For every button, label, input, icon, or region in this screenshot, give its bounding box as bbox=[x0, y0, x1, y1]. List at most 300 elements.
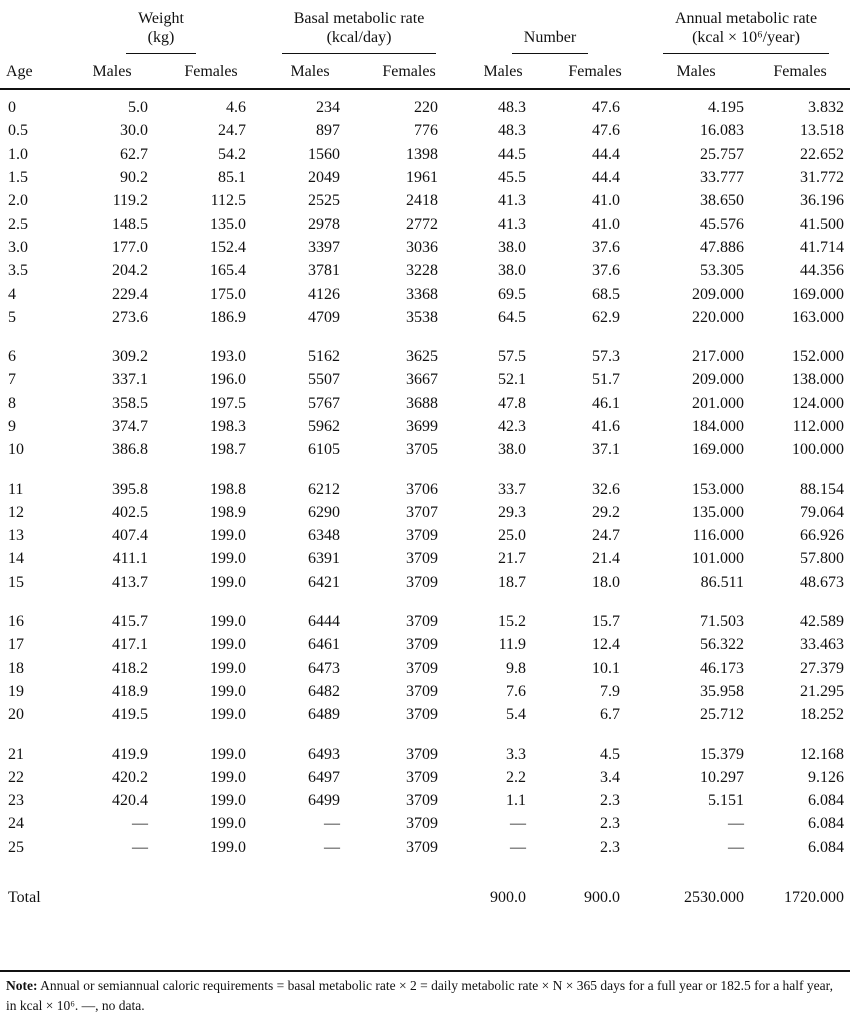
cell-bmr-females: 3667 bbox=[406, 371, 439, 389]
cell-number-females: 7.9 bbox=[600, 682, 621, 700]
cell-bmr-females: 3688 bbox=[406, 394, 439, 412]
cell-weight-males: 62.7 bbox=[120, 145, 148, 163]
total-cell-bmr-males bbox=[260, 859, 360, 909]
cell-number-males: 2.2 bbox=[506, 768, 527, 786]
total-cell-amr-males: 2530.000 bbox=[684, 888, 745, 906]
column-header-bmr-males: Males bbox=[260, 54, 360, 89]
cell-age: 14 bbox=[8, 550, 24, 568]
cell-number-females: 47.6 bbox=[592, 122, 621, 140]
cell-age: 4 bbox=[8, 285, 16, 303]
cell-weight-females: 199.0 bbox=[210, 792, 246, 810]
cell-bmr-females: 3625 bbox=[406, 348, 439, 366]
cell-number-males: 18.7 bbox=[498, 573, 527, 591]
cell-amr-females: 6.084 bbox=[808, 792, 845, 810]
cell-number-males: 33.7 bbox=[498, 480, 527, 498]
cell-weight-males: 119.2 bbox=[112, 192, 148, 210]
cell-weight-females: 199.0 bbox=[210, 527, 246, 545]
cell-amr-females: 66.926 bbox=[800, 527, 845, 545]
cell-bmr-females: 3709 bbox=[406, 636, 439, 654]
cell-amr-males: 16.083 bbox=[700, 122, 745, 140]
cell-amr-females: 124.000 bbox=[792, 394, 845, 412]
column-header-bmr-females: Females bbox=[360, 54, 458, 89]
cell-amr-females: 41.714 bbox=[800, 238, 845, 256]
cell-bmr-females: 3036 bbox=[406, 238, 439, 256]
cell-age: 11 bbox=[8, 480, 24, 498]
table-row bbox=[0, 259, 850, 282]
cell-age: 2.0 bbox=[8, 192, 28, 210]
cell-number-females: 41.0 bbox=[592, 192, 621, 210]
footnote-label: Note: bbox=[6, 978, 38, 993]
cell-amr-females: 6.084 bbox=[808, 815, 845, 833]
cell-amr-females: 79.064 bbox=[800, 503, 845, 521]
cell-amr-males: — bbox=[728, 838, 745, 856]
cell-bmr-females: 3709 bbox=[406, 815, 439, 833]
cell-age: 24 bbox=[8, 815, 24, 833]
table-row bbox=[0, 282, 850, 305]
cell-number-males: — bbox=[510, 838, 527, 856]
header-weight-line2: (kg) bbox=[147, 29, 175, 46]
cell-weight-females: 135.0 bbox=[210, 215, 246, 233]
cell-amr-females: 12.168 bbox=[800, 745, 845, 763]
cell-amr-males: 116.000 bbox=[692, 527, 745, 545]
cell-number-females: 2.3 bbox=[600, 815, 621, 833]
cell-number-females: 3.4 bbox=[600, 768, 621, 786]
cell-bmr-females: 3707 bbox=[406, 503, 439, 521]
table-row bbox=[0, 571, 850, 594]
cell-number-males: 48.3 bbox=[498, 122, 527, 140]
cell-number-females: 18.0 bbox=[592, 573, 621, 591]
cell-amr-males: 53.305 bbox=[700, 262, 745, 280]
cell-number-females: 12.4 bbox=[592, 636, 621, 654]
cell-age: 2.5 bbox=[8, 215, 28, 233]
cell-amr-females: 152.000 bbox=[792, 348, 845, 366]
header-number-label: Number bbox=[512, 28, 588, 54]
cell-number-males: — bbox=[510, 815, 527, 833]
cell-amr-males: 209.000 bbox=[692, 285, 745, 303]
total-cell-weight-males bbox=[62, 859, 162, 909]
cell-amr-females: 41.500 bbox=[800, 215, 845, 233]
table-row bbox=[0, 766, 850, 789]
cell-amr-males: 35.958 bbox=[700, 682, 745, 700]
cell-weight-females: 199.0 bbox=[210, 838, 246, 856]
cell-age: 0.5 bbox=[8, 122, 28, 140]
cell-bmr-males: 6212 bbox=[308, 480, 340, 498]
cell-amr-males: 71.503 bbox=[700, 613, 745, 631]
footnote-rule bbox=[0, 970, 850, 972]
cell-weight-females: 199.0 bbox=[210, 815, 246, 833]
cell-weight-males: — bbox=[132, 815, 148, 833]
cell-weight-males: 90.2 bbox=[120, 169, 148, 187]
cell-amr-males: 33.777 bbox=[700, 169, 745, 187]
cell-bmr-males: 2525 bbox=[308, 192, 340, 210]
table-row bbox=[0, 236, 850, 259]
column-header-number-females: Females bbox=[548, 54, 642, 89]
cell-number-males: 44.5 bbox=[498, 145, 527, 163]
cell-number-males: 45.5 bbox=[498, 169, 527, 187]
header-spacer bbox=[0, 0, 62, 54]
cell-number-males: 1.1 bbox=[506, 792, 527, 810]
cell-bmr-females: 1961 bbox=[406, 169, 439, 187]
cell-age: 23 bbox=[8, 792, 24, 810]
cell-bmr-males: 6444 bbox=[308, 613, 340, 631]
cell-age: 12 bbox=[8, 503, 24, 521]
cell-bmr-females: 3709 bbox=[406, 706, 439, 724]
cell-number-males: 38.0 bbox=[498, 441, 527, 459]
cell-bmr-females: 2772 bbox=[406, 215, 439, 233]
cell-bmr-males: 897 bbox=[316, 122, 340, 140]
cell-number-females: 57.3 bbox=[592, 348, 621, 366]
cell-bmr-females: 3709 bbox=[406, 768, 439, 786]
cell-number-males: 11.9 bbox=[498, 636, 527, 654]
cell-weight-males: 411.1 bbox=[112, 550, 148, 568]
footnote-text: Annual or semiannual caloric requirements = basal metabolic rate × 2 = daily metabolic rate × N × 365 days for a full year or 182.5 for a half year, in kcal × 10⁶. —, no data. bbox=[6, 978, 833, 1013]
header-amr-line1: Annual metabolic rate bbox=[674, 10, 818, 27]
group-header-row bbox=[0, 0, 850, 54]
header-bmr bbox=[260, 0, 458, 54]
cell-age: 20 bbox=[8, 706, 24, 724]
table-row bbox=[0, 415, 850, 438]
table-row bbox=[0, 680, 850, 703]
cell-bmr-females: 3709 bbox=[406, 792, 439, 810]
cell-age: 6 bbox=[8, 348, 16, 366]
cell-weight-males: 415.7 bbox=[112, 613, 148, 631]
cell-amr-females: 27.379 bbox=[800, 659, 845, 677]
column-header-amr-females: Females bbox=[750, 54, 850, 89]
cell-number-females: 2.3 bbox=[600, 838, 621, 856]
cell-number-males: 41.3 bbox=[498, 215, 527, 233]
table-row bbox=[0, 657, 850, 680]
total-cell-number-males: 900.0 bbox=[490, 888, 527, 906]
header-amr bbox=[642, 0, 850, 54]
cell-weight-males: 420.2 bbox=[112, 768, 148, 786]
cell-bmr-males: 6499 bbox=[308, 792, 340, 810]
cell-age: 18 bbox=[8, 659, 24, 677]
cell-weight-males: 273.6 bbox=[112, 308, 148, 326]
cell-number-females: 37.6 bbox=[592, 262, 621, 280]
cell-weight-males: 337.1 bbox=[112, 371, 148, 389]
cell-amr-males: 25.757 bbox=[700, 145, 745, 163]
cell-bmr-males: 6473 bbox=[308, 659, 340, 677]
cell-bmr-males: 2049 bbox=[308, 169, 340, 187]
cell-bmr-males: 5767 bbox=[308, 394, 340, 412]
column-header-amr-males: Males bbox=[642, 54, 750, 89]
cell-amr-females: 42.589 bbox=[800, 613, 845, 631]
cell-bmr-males: 2978 bbox=[308, 215, 340, 233]
cell-weight-females: 85.1 bbox=[218, 169, 246, 187]
cell-amr-males: 184.000 bbox=[692, 418, 745, 435]
cell-amr-males: 47.886 bbox=[700, 238, 745, 256]
cell-age: 3.0 bbox=[8, 238, 28, 256]
cell-bmr-females: 3709 bbox=[406, 550, 439, 568]
cell-amr-males: 217.000 bbox=[692, 348, 745, 366]
cell-amr-females: 163.000 bbox=[792, 308, 845, 326]
cell-age: 1.5 bbox=[8, 169, 28, 187]
total-cell-age: Total bbox=[8, 888, 41, 906]
cell-weight-females: 199.0 bbox=[210, 613, 246, 631]
cell-bmr-females: 3706 bbox=[406, 480, 439, 498]
cell-amr-males: 15.379 bbox=[700, 745, 745, 763]
cell-number-males: 7.6 bbox=[506, 682, 527, 700]
cell-amr-males: 46.173 bbox=[700, 659, 745, 677]
table-row bbox=[0, 789, 850, 812]
cell-number-females: 41.0 bbox=[592, 215, 621, 233]
cell-age: 9 bbox=[8, 418, 16, 435]
cell-number-males: 48.3 bbox=[498, 99, 527, 117]
cell-number-males: 42.3 bbox=[498, 418, 527, 435]
cell-weight-males: — bbox=[132, 838, 148, 856]
table-row bbox=[0, 633, 850, 656]
table-row bbox=[0, 166, 850, 189]
cell-bmr-males: 6497 bbox=[308, 768, 340, 786]
cell-amr-females: 48.673 bbox=[800, 573, 845, 591]
cell-weight-females: 198.3 bbox=[210, 418, 246, 435]
cell-weight-females: 199.0 bbox=[210, 550, 246, 568]
table-row bbox=[0, 461, 850, 500]
header-weight-line1: Weight bbox=[138, 10, 184, 27]
cell-weight-females: 199.0 bbox=[210, 768, 246, 786]
cell-number-females: 44.4 bbox=[592, 169, 621, 187]
cell-weight-males: 413.7 bbox=[112, 573, 148, 591]
table-row bbox=[0, 547, 850, 570]
cell-weight-females: 186.9 bbox=[210, 308, 246, 326]
cell-weight-females: 199.0 bbox=[210, 706, 246, 724]
cell-weight-females: 198.9 bbox=[210, 503, 246, 521]
cell-weight-males: 386.8 bbox=[112, 441, 148, 459]
cell-bmr-females: 3709 bbox=[406, 745, 439, 763]
cell-weight-females: 199.0 bbox=[210, 573, 246, 591]
cell-age: 5 bbox=[8, 308, 16, 326]
table-row bbox=[0, 703, 850, 726]
cell-number-females: 37.1 bbox=[592, 441, 621, 459]
cell-weight-females: 196.0 bbox=[210, 371, 246, 389]
table-row bbox=[0, 726, 850, 765]
table-row bbox=[0, 212, 850, 235]
column-header-number-males: Males bbox=[458, 54, 548, 89]
cell-bmr-males: 5507 bbox=[308, 371, 340, 389]
cell-weight-females: 152.4 bbox=[210, 238, 246, 256]
column-header-age: Age bbox=[0, 54, 62, 89]
cell-number-females: 51.7 bbox=[592, 371, 621, 389]
cell-weight-females: 24.7 bbox=[218, 122, 246, 140]
total-cell-bmr-females bbox=[360, 859, 458, 909]
table-body bbox=[0, 89, 850, 909]
table-row bbox=[0, 189, 850, 212]
cell-age: 3.5 bbox=[8, 262, 28, 280]
cell-amr-males: 25.712 bbox=[700, 706, 745, 724]
cell-amr-females: 9.126 bbox=[808, 768, 845, 786]
cell-weight-females: 197.5 bbox=[210, 394, 246, 412]
cell-number-females: 32.6 bbox=[592, 480, 621, 498]
cell-weight-males: 374.7 bbox=[112, 418, 148, 435]
cell-amr-females: 112.000 bbox=[792, 418, 845, 435]
table-row bbox=[0, 501, 850, 524]
header-bmr-line1: Basal metabolic rate bbox=[293, 10, 425, 27]
table-row bbox=[0, 836, 850, 859]
cell-bmr-males: 6348 bbox=[308, 527, 340, 545]
table-row bbox=[0, 329, 850, 368]
cell-weight-females: 4.6 bbox=[226, 99, 246, 117]
cell-bmr-males: 6105 bbox=[308, 441, 340, 459]
cell-bmr-females: 2418 bbox=[406, 192, 439, 210]
cell-amr-females: 3.832 bbox=[808, 99, 845, 117]
cell-weight-males: 407.4 bbox=[112, 527, 148, 545]
cell-number-females: 24.7 bbox=[592, 527, 621, 545]
cell-weight-males: 395.8 bbox=[112, 480, 148, 498]
cell-amr-males: 5.151 bbox=[708, 792, 745, 810]
cell-age: 25 bbox=[8, 838, 24, 856]
cell-bmr-females: 1398 bbox=[406, 145, 439, 163]
cell-amr-males: 4.195 bbox=[708, 99, 745, 117]
cell-amr-females: 44.356 bbox=[800, 262, 845, 280]
cell-bmr-males: 3781 bbox=[308, 262, 340, 280]
cell-amr-females: 33.463 bbox=[800, 636, 845, 654]
cell-amr-females: 6.084 bbox=[808, 838, 845, 856]
cell-bmr-males: 234 bbox=[316, 99, 340, 117]
cell-number-males: 15.2 bbox=[498, 613, 527, 631]
cell-bmr-males: 6493 bbox=[308, 745, 340, 763]
footnote bbox=[6, 976, 846, 1016]
cell-weight-males: 417.1 bbox=[112, 636, 148, 654]
cell-weight-females: 175.0 bbox=[210, 285, 246, 303]
cell-weight-females: 193.0 bbox=[210, 348, 246, 366]
cell-age: 10 bbox=[8, 441, 24, 459]
cell-bmr-females: 3368 bbox=[406, 285, 439, 303]
cell-amr-males: 153.000 bbox=[692, 480, 745, 498]
cell-number-females: 47.6 bbox=[592, 99, 621, 117]
cell-bmr-females: 3709 bbox=[406, 682, 439, 700]
cell-weight-males: 402.5 bbox=[112, 503, 148, 521]
cell-bmr-males: 6482 bbox=[308, 682, 340, 700]
cell-number-males: 25.0 bbox=[498, 527, 527, 545]
cell-amr-females: 138.000 bbox=[792, 371, 845, 389]
cell-number-males: 3.3 bbox=[506, 745, 527, 763]
cell-number-females: 62.9 bbox=[592, 308, 621, 326]
cell-amr-males: 56.322 bbox=[700, 636, 745, 654]
cell-bmr-males: 6421 bbox=[308, 573, 340, 591]
cell-number-females: 68.5 bbox=[592, 285, 621, 303]
cell-weight-females: 112.5 bbox=[210, 192, 246, 210]
cell-number-females: 2.3 bbox=[600, 792, 621, 810]
cell-bmr-males: 3397 bbox=[308, 238, 340, 256]
cell-number-females: 21.4 bbox=[592, 550, 621, 568]
cell-number-females: 37.6 bbox=[592, 238, 621, 256]
cell-bmr-males: 5962 bbox=[308, 418, 340, 435]
cell-number-males: 38.0 bbox=[498, 238, 527, 256]
cell-number-males: 21.7 bbox=[498, 550, 527, 568]
cell-amr-females: 100.000 bbox=[792, 441, 845, 459]
table-row bbox=[0, 594, 850, 633]
cell-amr-males: 10.297 bbox=[700, 768, 745, 786]
cell-age: 19 bbox=[8, 682, 24, 700]
cell-amr-females: 21.295 bbox=[800, 682, 845, 700]
cell-amr-males: 169.000 bbox=[692, 441, 745, 459]
cell-bmr-females: 776 bbox=[414, 122, 439, 140]
cell-weight-males: 418.2 bbox=[112, 659, 148, 677]
cell-age: 21 bbox=[8, 745, 24, 763]
cell-age: 8 bbox=[8, 394, 16, 412]
cell-number-males: 9.8 bbox=[506, 659, 527, 677]
cell-number-males: 29.3 bbox=[498, 503, 527, 521]
cell-number-males: 64.5 bbox=[498, 308, 527, 326]
cell-weight-males: 419.9 bbox=[112, 745, 148, 763]
cell-number-females: 46.1 bbox=[592, 394, 621, 412]
cell-weight-females: 198.7 bbox=[210, 441, 246, 459]
cell-weight-males: 229.4 bbox=[112, 285, 148, 303]
total-cell-weight-females bbox=[162, 859, 260, 909]
cell-number-females: 44.4 bbox=[592, 145, 621, 163]
table-row bbox=[0, 812, 850, 835]
cell-number-females: 4.5 bbox=[600, 745, 621, 763]
cell-number-males: 57.5 bbox=[498, 348, 527, 366]
cell-weight-males: 204.2 bbox=[112, 262, 148, 280]
cell-number-males: 38.0 bbox=[498, 262, 527, 280]
cell-number-females: 15.7 bbox=[592, 613, 621, 631]
header-weight bbox=[62, 0, 260, 54]
cell-amr-females: 22.652 bbox=[800, 145, 845, 163]
cell-age: 15 bbox=[8, 573, 24, 591]
cell-bmr-males: — bbox=[324, 815, 340, 833]
cell-number-males: 52.1 bbox=[498, 371, 527, 389]
cell-weight-males: 309.2 bbox=[112, 348, 148, 366]
cell-amr-females: 13.518 bbox=[800, 122, 845, 140]
cell-weight-females: 198.8 bbox=[210, 480, 246, 498]
column-header-weight-females: Females bbox=[162, 54, 260, 89]
cell-bmr-females: 3538 bbox=[406, 308, 439, 326]
cell-bmr-males: — bbox=[324, 838, 340, 856]
cell-amr-males: 135.000 bbox=[692, 503, 745, 521]
cell-bmr-females: 3709 bbox=[406, 613, 439, 631]
cell-number-females: 41.6 bbox=[592, 418, 621, 435]
cell-amr-males: 45.576 bbox=[700, 215, 745, 233]
cell-amr-females: 88.154 bbox=[800, 480, 845, 498]
cell-bmr-males: 1560 bbox=[308, 145, 340, 163]
table-row bbox=[0, 306, 850, 329]
cell-number-females: 6.7 bbox=[600, 706, 621, 724]
cell-amr-males: 86.511 bbox=[700, 573, 745, 591]
cell-amr-males: 38.650 bbox=[700, 192, 745, 210]
cell-amr-males: — bbox=[728, 815, 745, 833]
cell-weight-females: 54.2 bbox=[218, 145, 246, 163]
cell-bmr-females: 3228 bbox=[406, 262, 439, 280]
cell-amr-females: 18.252 bbox=[800, 706, 845, 724]
cell-bmr-females: 3709 bbox=[406, 659, 439, 677]
cell-age: 17 bbox=[8, 636, 24, 654]
cell-weight-males: 419.5 bbox=[112, 706, 148, 724]
cell-weight-females: 165.4 bbox=[210, 262, 246, 280]
cell-amr-males: 201.000 bbox=[692, 394, 745, 412]
cell-bmr-males: 6461 bbox=[308, 636, 340, 654]
cell-number-males: 69.5 bbox=[498, 285, 527, 303]
cell-number-males: 47.8 bbox=[498, 394, 527, 412]
cell-age: 13 bbox=[8, 527, 24, 545]
cell-weight-males: 418.9 bbox=[112, 682, 148, 700]
cell-bmr-females: 3699 bbox=[406, 418, 439, 435]
header-bmr-line2: (kcal/day) bbox=[326, 29, 392, 46]
total-cell-number-females: 900.0 bbox=[584, 888, 621, 906]
cell-amr-females: 31.772 bbox=[800, 169, 845, 187]
table-row bbox=[0, 524, 850, 547]
cell-amr-females: 169.000 bbox=[792, 285, 845, 303]
cell-bmr-females: 3705 bbox=[406, 441, 439, 459]
cell-bmr-males: 4709 bbox=[308, 308, 340, 326]
total-row bbox=[0, 859, 850, 909]
cell-age: 1.0 bbox=[8, 145, 28, 163]
cell-bmr-females: 3709 bbox=[406, 527, 439, 545]
cell-weight-males: 420.4 bbox=[112, 792, 148, 810]
cell-bmr-males: 5162 bbox=[308, 348, 340, 366]
table-row bbox=[0, 392, 850, 415]
cell-number-females: 10.1 bbox=[592, 659, 621, 677]
